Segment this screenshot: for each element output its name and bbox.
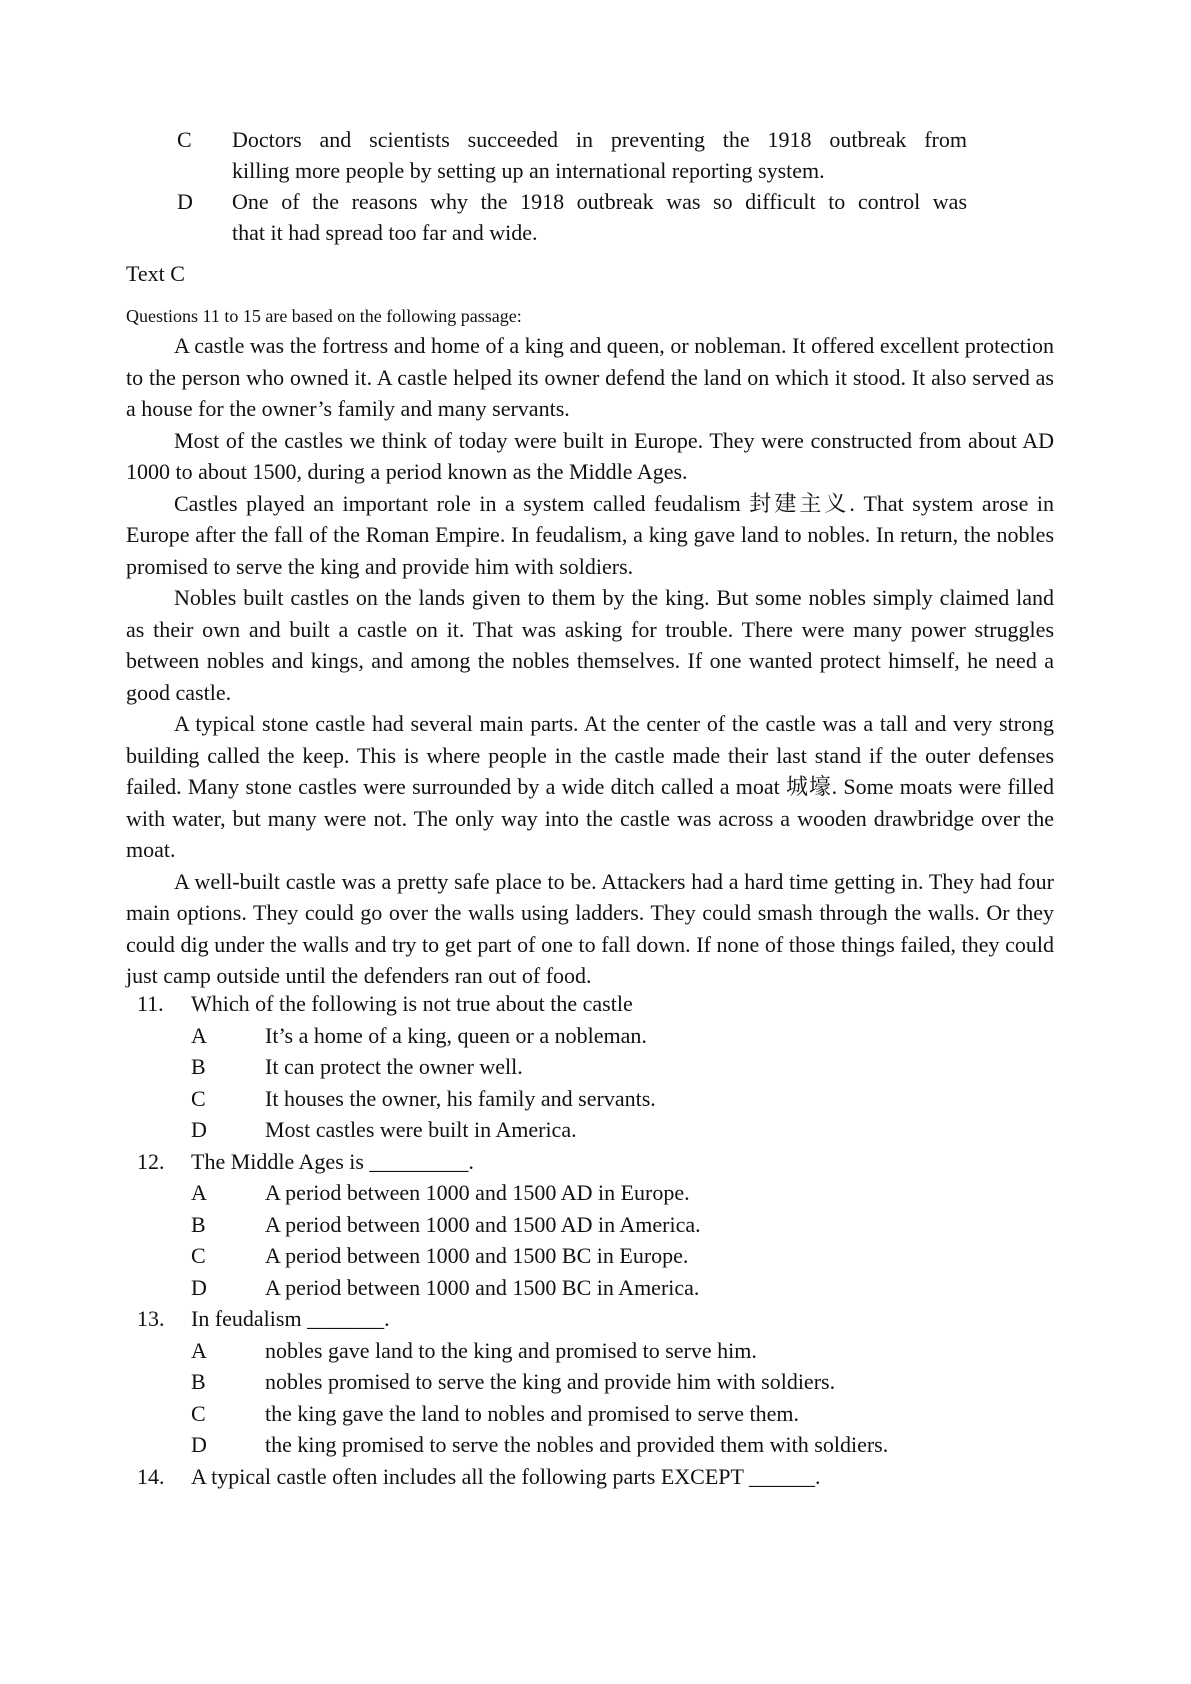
question-stem [0,1303,1191,1335]
question-number: 11. [137,991,164,1016]
option-text: A period between 1000 and 1500 BC in Europe. [265,1243,689,1268]
question-stem [0,1146,1191,1178]
option-text: It houses the owner, his family and servants. [265,1085,656,1111]
option-letter: D [191,1432,207,1457]
option-letter: D [191,1274,207,1300]
option-text: nobles promised to serve the king and provide him with soldiers. [265,1369,836,1394]
question-stem [0,1461,1191,1493]
question-list [0,988,1191,1492]
question-text: The Middle Ages is _________. [191,1148,474,1174]
answer-option [0,1051,1191,1083]
question-number: 13. [137,1306,165,1331]
answer-option [0,1114,1191,1146]
option-letter: A [191,1022,207,1048]
answer-option [0,1020,1191,1052]
paragraph: Nobles built castles on the lands given to them by the king. But some nobles simply claimed land as their own and built a castle on it. That was asking for trouble. There were many power struggles between nobles and kings, and among the nobles themselves. If one wanted protect himself, he need a good castle. [126,585,1054,705]
section-title: Text C [126,261,185,286]
answer-option [0,1240,1191,1272]
option-letter: D [177,189,193,214]
question-text: In feudalism _______. [191,1306,390,1331]
option-letter: C [191,1085,206,1111]
answer-option [0,1335,1191,1367]
option-text: nobles gave land to the king and promised to serve him. [265,1337,757,1363]
option-text: the king promised to serve the nobles and provided them with soldiers. [265,1432,889,1457]
option-text-line: One of the reasons why the 1918 outbreak was so difficult to control was [232,189,967,214]
paragraph: A typical stone castle had several main parts. At the center of the castle was a tall and very strong building called the keep. This is where people in the castle made their last stand if the outer defenses failed. Many stone castles were surrounded by a wide ditch called a moat 城壕. Some moats were filled with water, but many were not. The only way into the castle was across a wooden drawbridge over the moat. [126,711,1054,862]
option-letter: A [191,1337,207,1363]
option-letter: B [191,1369,206,1394]
answer-option [0,1272,1191,1304]
instruction: Questions 11 to 15 are based on the following passage: [126,306,522,326]
option-text: Most castles were built in America. [265,1117,577,1142]
option-letter: C [177,127,192,152]
option-text-line: Doctors and scientists succeeded in preventing the 1918 outbreak from [232,127,967,152]
question-number: 14. [137,1463,165,1489]
paragraph: A castle was the fortress and home of a king and queen, or nobleman. It offered excellent protection to the person who owned it. A castle helped its owner defend the land on which it stood. It also served as a house for the owner’s family and many servants. [126,333,1054,421]
question-text: A typical castle often includes all the following parts EXCEPT ______. [191,1463,821,1489]
answer-option [0,1429,1191,1461]
option-letter: A [191,1180,207,1205]
answer-option [0,1366,1191,1398]
option-letter: B [191,1211,206,1237]
option-letter: D [191,1117,207,1142]
option-letter: C [191,1243,206,1268]
option-text: It’s a home of a king, queen or a nobleman. [265,1022,647,1048]
option-letter: C [191,1400,206,1426]
option-text-line: that it had spread too far and wide. [232,220,538,245]
option-text: It can protect the owner well. [265,1054,523,1079]
answer-option [0,1083,1191,1115]
question-text: Which of the following is not true about the castle [191,991,633,1016]
question-stem [0,988,1191,1020]
paragraph: A well-built castle was a pretty safe place to be. Attackers had a hard time getting in. They had four main options. They could go over the walls using ladders. They could smash through the walls. Or they could dig under the walls and try to get part of one to fall down. If none of those things failed, they could just camp outside until the defenders ran out of food. [126,868,1054,988]
answer-option [0,1177,1191,1209]
option-text: A period between 1000 and 1500 AD in Europe. [265,1180,690,1205]
option-text: A period between 1000 and 1500 BC in America. [265,1274,700,1300]
option-letter: B [191,1054,206,1079]
answer-option [0,1209,1191,1241]
option-text: the king gave the land to nobles and promised to serve them. [265,1400,799,1426]
option-text-line: killing more people by setting up an international reporting system. [232,158,825,183]
answer-option [0,1398,1191,1430]
paragraph: Castles played an important role in a system called feudalism 封建主义. That system arose in Europe after the fall of the Roman Empire. In feudalism, a king gave land to nobles. In return, the nobles promised to serve the king and provide him with soldiers. [126,490,1054,579]
question-number: 12. [137,1148,165,1174]
option-text: A period between 1000 and 1500 AD in America. [265,1211,701,1237]
paragraph: Most of the castles we think of today were built in Europe. They were constructed from about AD 1000 to about 1500, during a period known as the Middle Ages. [126,427,1054,484]
passage [126,330,1054,992]
